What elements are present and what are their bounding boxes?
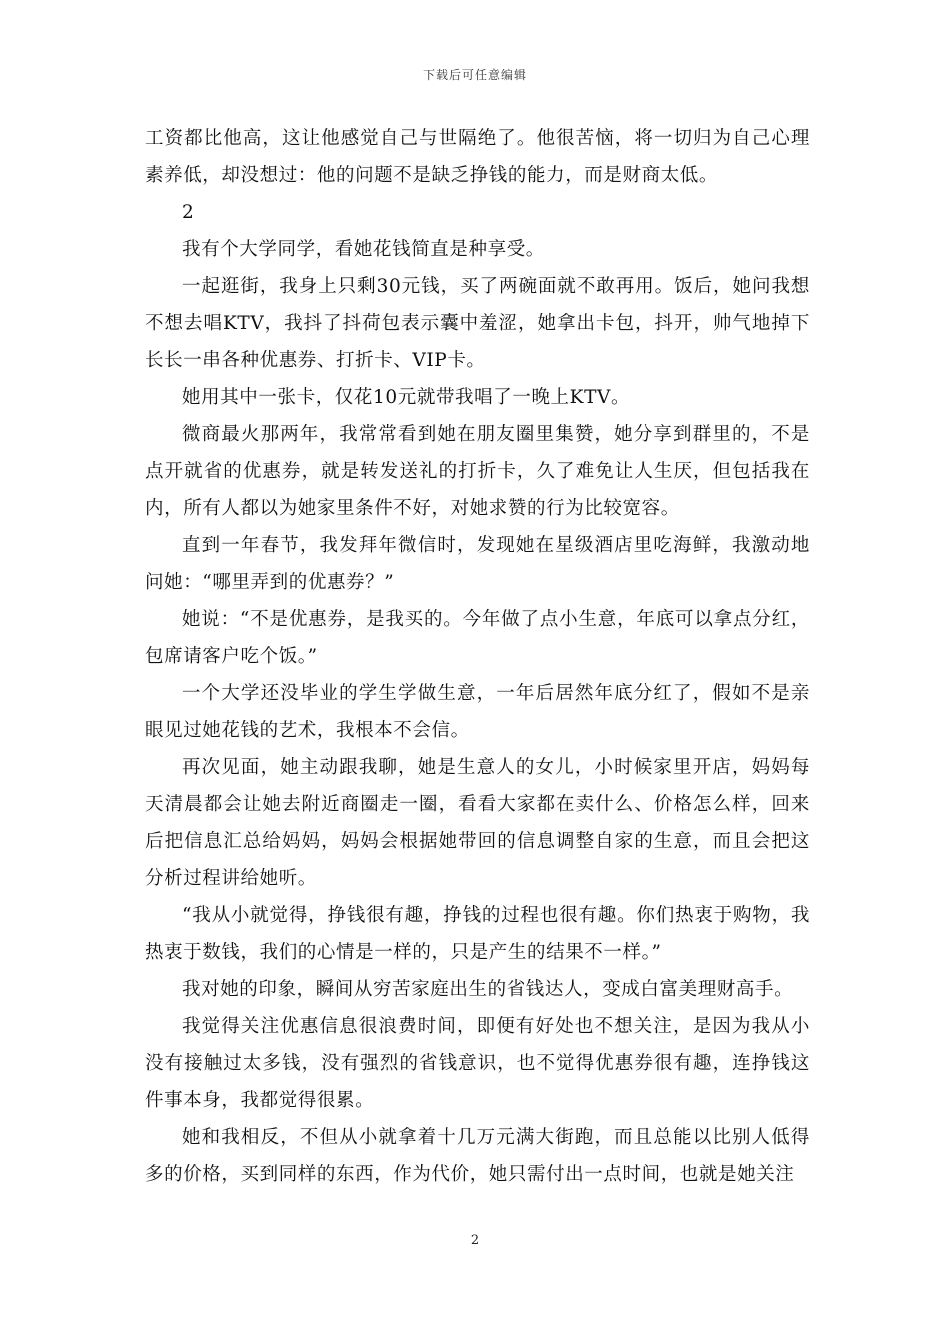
paragraph: 我觉得关注优惠信息很浪费时间，即便有好处也不想关注，是因为我从小没有接触过太多钱，没有强烈的省钱意识，也不觉得优惠券很有趣，连挣钱这件事本身，我都觉得很累。 (145, 1016, 810, 1111)
paragraph: 我有个大学同学，看她花钱简直是种享受。 (182, 239, 545, 260)
quote-paragraph: “我从小就觉得，挣钱很有趣，挣钱的过程也很有趣。你们热衷于购物，我热衷于数钱，我们的心情是一样的，只是产生的结果不一样。” (145, 905, 810, 963)
page-number: 2 (470, 1233, 480, 1248)
paragraph: 一个大学还没毕业的学生学做生意，一年后居然年底分红了，假如不是亲眼见过她花钱的艺术，我根本不会信。 (145, 683, 810, 741)
paragraph: 再次见面，她主动跟我聊，她是生意人的女儿，小时候家里开店，妈妈每天清晨都会让她去附近商圈走一圈，看看大家都在卖什么、价格怎么样，回来后把信息汇总给妈妈，妈妈会根据她带回的信息调整自家的生意，而且会把这分析过程讲给她听。 (145, 757, 810, 889)
paragraph: 直到一年春节，我发拜年微信时，发现她在星级酒店里吃海鲜，我激动地问她：“哪里弄到的优惠券？” (145, 535, 810, 593)
paragraph: 一起逛街，我身上只剩30元钱，买了两碗面就不敢再用。饭后，她问我想不想去唱KTV，我抖了抖荷包表示囊中羞涩，她拿出卡包，抖开，帅气地掉下长长一串各种优惠券、打折卡、VIP卡。 (145, 276, 810, 371)
section-number: 2 (182, 202, 195, 223)
paragraph: 我对她的印象，瞬间从穷苦家庭出生的省钱达人，变成白富美理财高手。 (182, 979, 794, 1000)
paragraph: 微商最火那两年，我常常看到她在朋友圈里集赞，她分享到群里的，不是点开就省的优惠券，就是转发送礼的打折卡，久了难免让人生厌，但包括我在内，所有人都以为她家里条件不好，对她求赞的行为比较宽容。 (145, 424, 810, 519)
paragraph-continuation: 工资都比他高，这让他感觉自己与世隔绝了。他很苦恼，将一切归为自己心理素养低，却没想过：他的问题不是缺乏挣钱的能力，而是财商太低。 (145, 128, 810, 186)
paragraph: 她和我相反，不但从小就拿着十几万元满大街跑，而且总能以比别人低得多的价格，买到同样的东西，作为代价，她只需付出一点时间，也就是她关注 (145, 1127, 810, 1185)
paragraph: 她说：“不是优惠券，是我买的。今年做了点小生意，年底可以拿点分红，包席请客户吃个饭。” (145, 609, 810, 667)
paragraph: 她用其中一张卡，仅花10元就带我唱了一晚上KTV。 (182, 387, 631, 408)
document-body (145, 120, 810, 1193)
page-header: 下载后可任意编辑 (422, 68, 527, 82)
